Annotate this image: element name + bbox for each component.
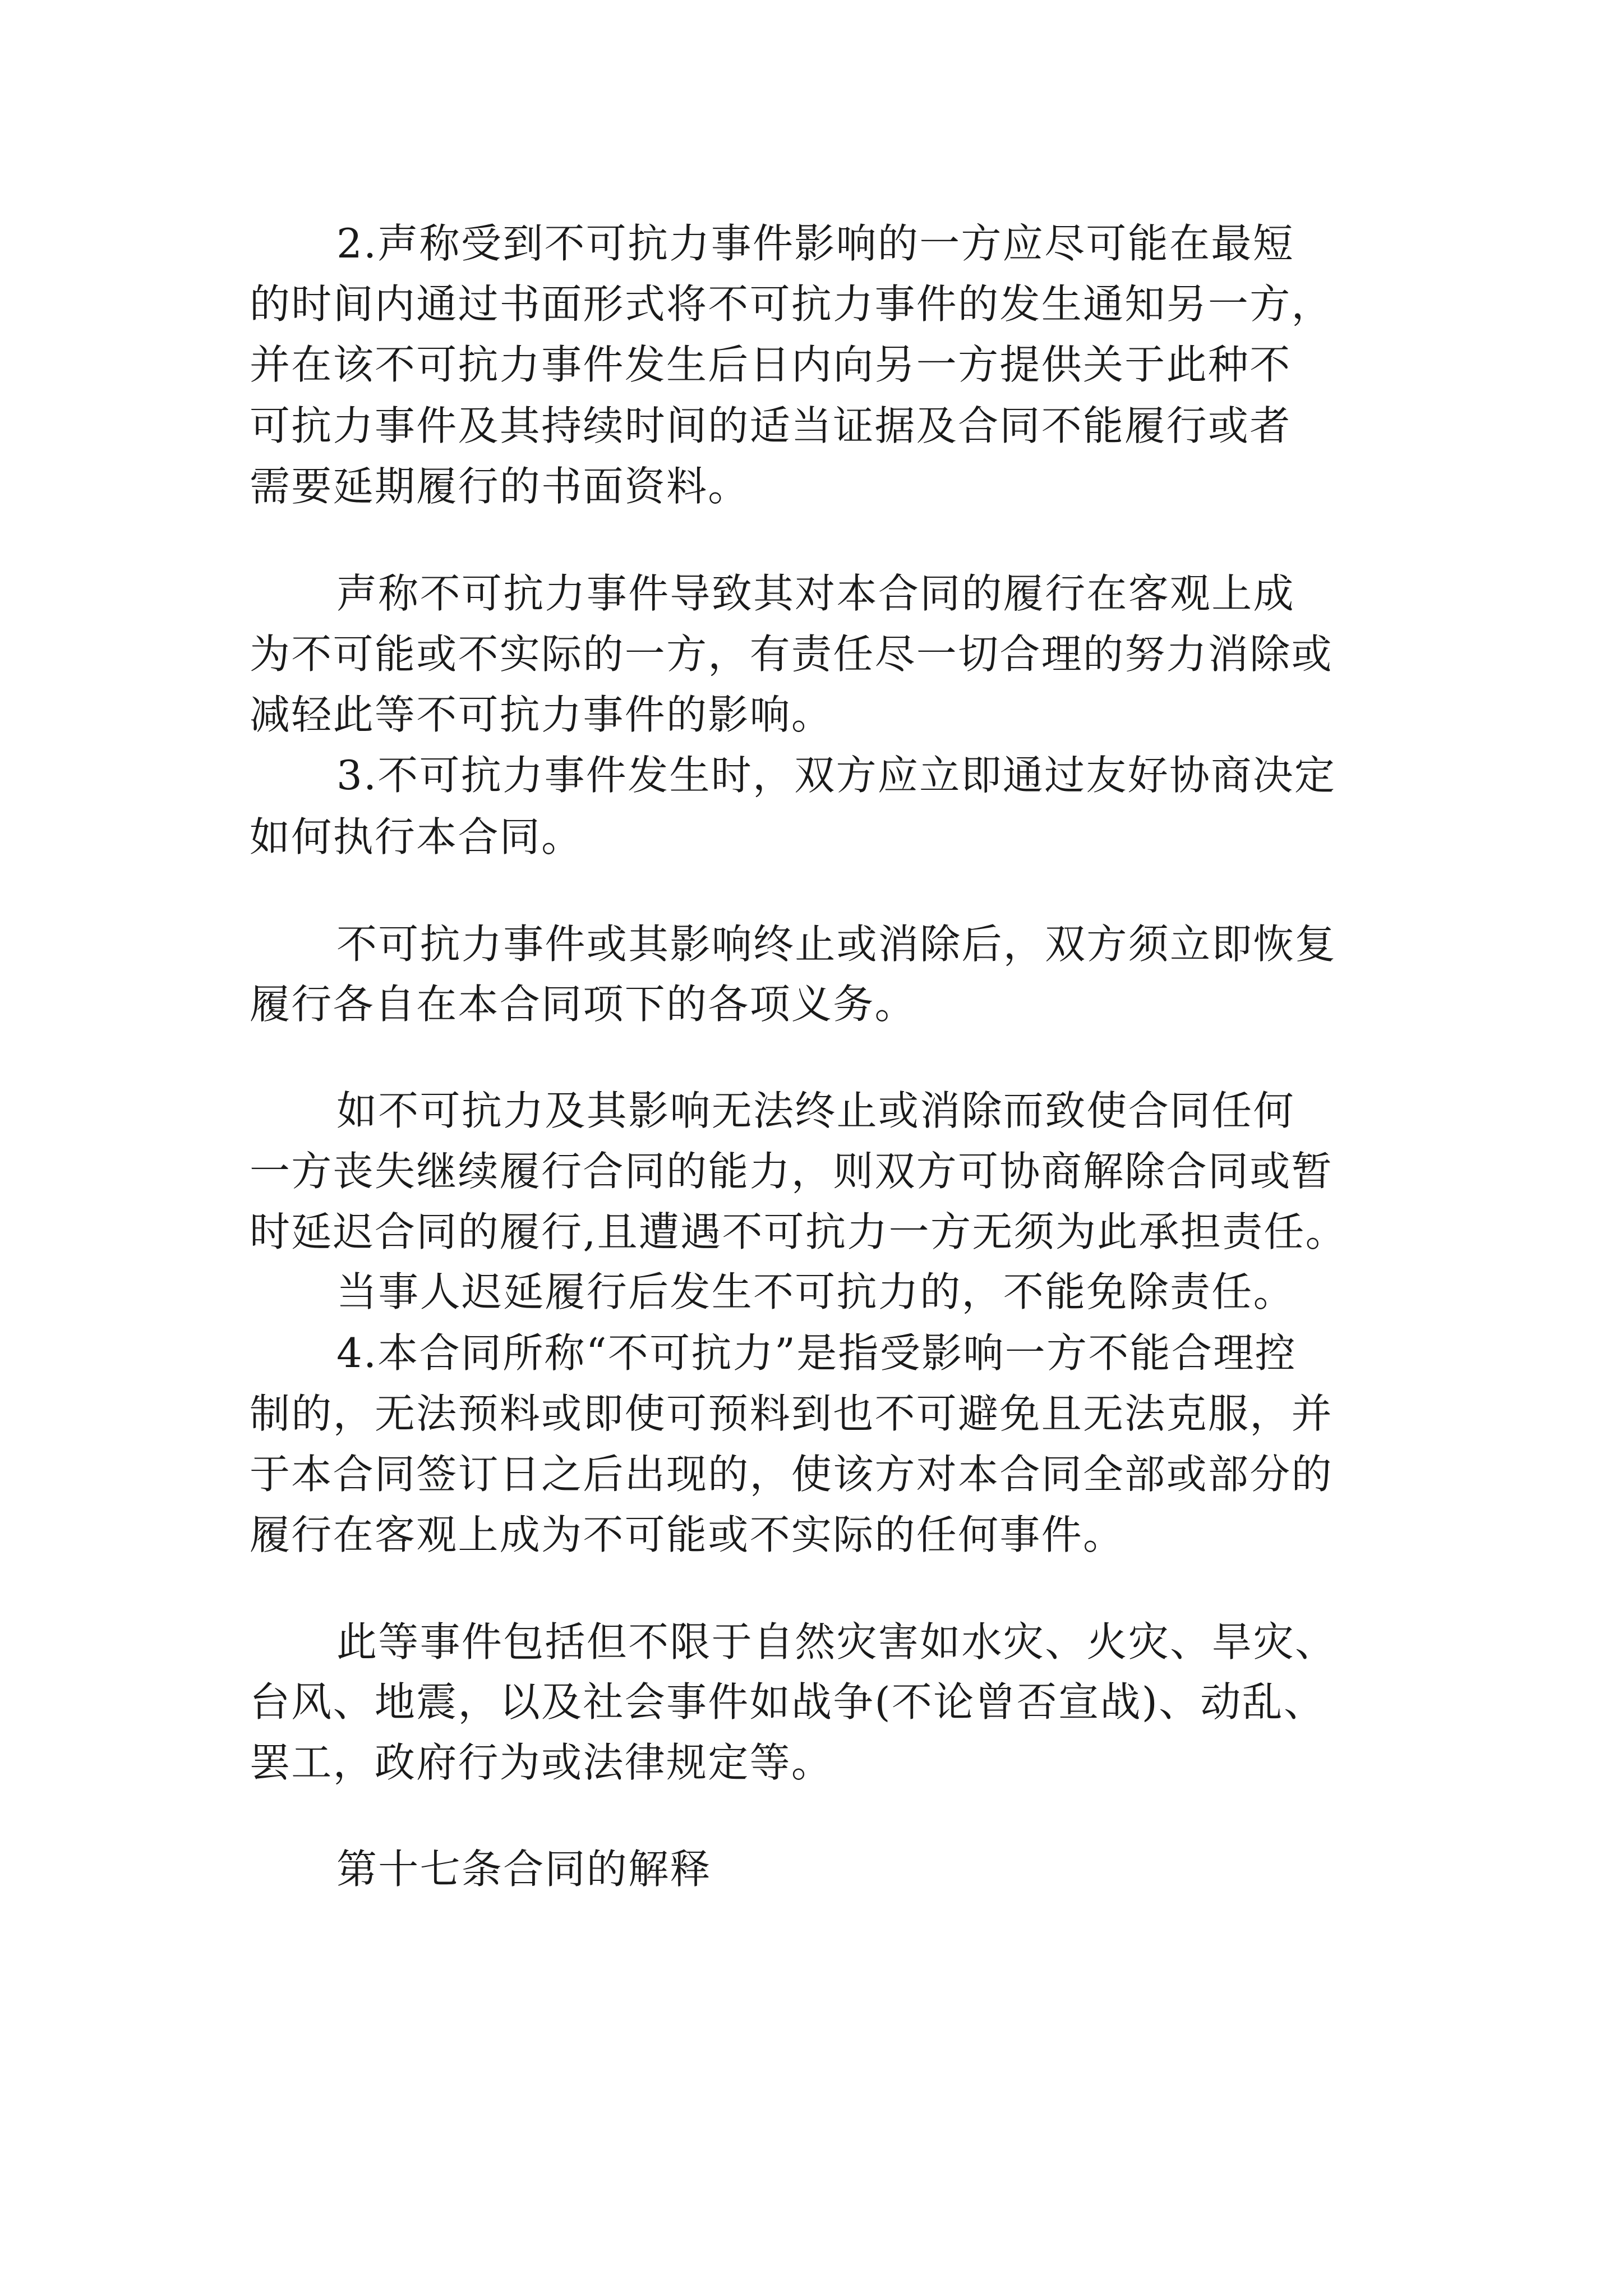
paragraph-line: 可抗力事件及其持续时间的适当证据及合同不能履行或者: [250, 402, 1292, 449]
paragraph-line: 4.本合同所称“不可抗力”是指受影响一方不能合理控: [336, 1329, 1297, 1377]
paragraph-line: 罢工，政府行为或法律规定等。: [250, 1739, 833, 1786]
paragraph-line: 当事人迟延履行后发生不可抗力的，不能免除责任。: [336, 1268, 1295, 1315]
paragraph-line: 2.声称受到不可抗力事件影响的一方应尽可能在最短: [336, 220, 1294, 267]
paragraph-line: 并在该不可抗力事件发生后日内向另一方提供关于此种不: [250, 341, 1292, 388]
paragraph-line: 为不可能或不实际的一方，有责任尽一切合理的努力消除或: [250, 631, 1333, 678]
paragraph-line: 履行在客观上成为不可能或不实际的任何事件。: [250, 1511, 1125, 1558]
paragraph-line: 声称不可抗力事件导致其对本合同的履行在客观上成: [336, 570, 1295, 617]
paragraph-line: 此等事件包括但不限于自然灾害如水灾、火灾、旱灾、: [336, 1618, 1337, 1665]
paragraph-line: 3.不可抗力事件发生时，双方应立即通过友好协商决定: [336, 752, 1336, 799]
paragraph-line: 台风、地震，以及社会事件如战争(不论曾否宣战)、动乱、: [250, 1678, 1326, 1726]
paragraph-line: 于本合同签订日之后出现的，使该方对本合同全部或部分的: [250, 1451, 1333, 1498]
paragraph-line: 时延迟合同的履行,且遭遇不可抗力一方无须为此承担责任。: [250, 1208, 1347, 1255]
paragraph-line: 制的，无法预料或即使可预料到也不可避免且无法克服，并: [250, 1390, 1333, 1437]
paragraph-line: 不可抗力事件或其影响终止或消除后，双方须立即恢复: [336, 921, 1337, 968]
paragraph-line: 履行各自在本合同项下的各项义务。: [250, 981, 916, 1028]
section-heading: 第十七条合同的解释: [336, 1846, 712, 1893]
paragraph-line: 一方丧失继续履行合同的能力，则双方可协商解除合同或暂: [250, 1148, 1333, 1195]
paragraph-line: 的时间内通过书面形式将不可抗力事件的发生通知另一方，: [250, 280, 1333, 328]
paragraph-line: 减轻此等不可抗力事件的影响。: [250, 691, 833, 738]
paragraph-line: 如不可抗力及其影响无法终止或消除而致使合同任何: [336, 1087, 1295, 1134]
paragraph-line: 需要延期履行的书面资料。: [250, 463, 750, 510]
paragraph-line: 如何执行本合同。: [250, 813, 583, 861]
